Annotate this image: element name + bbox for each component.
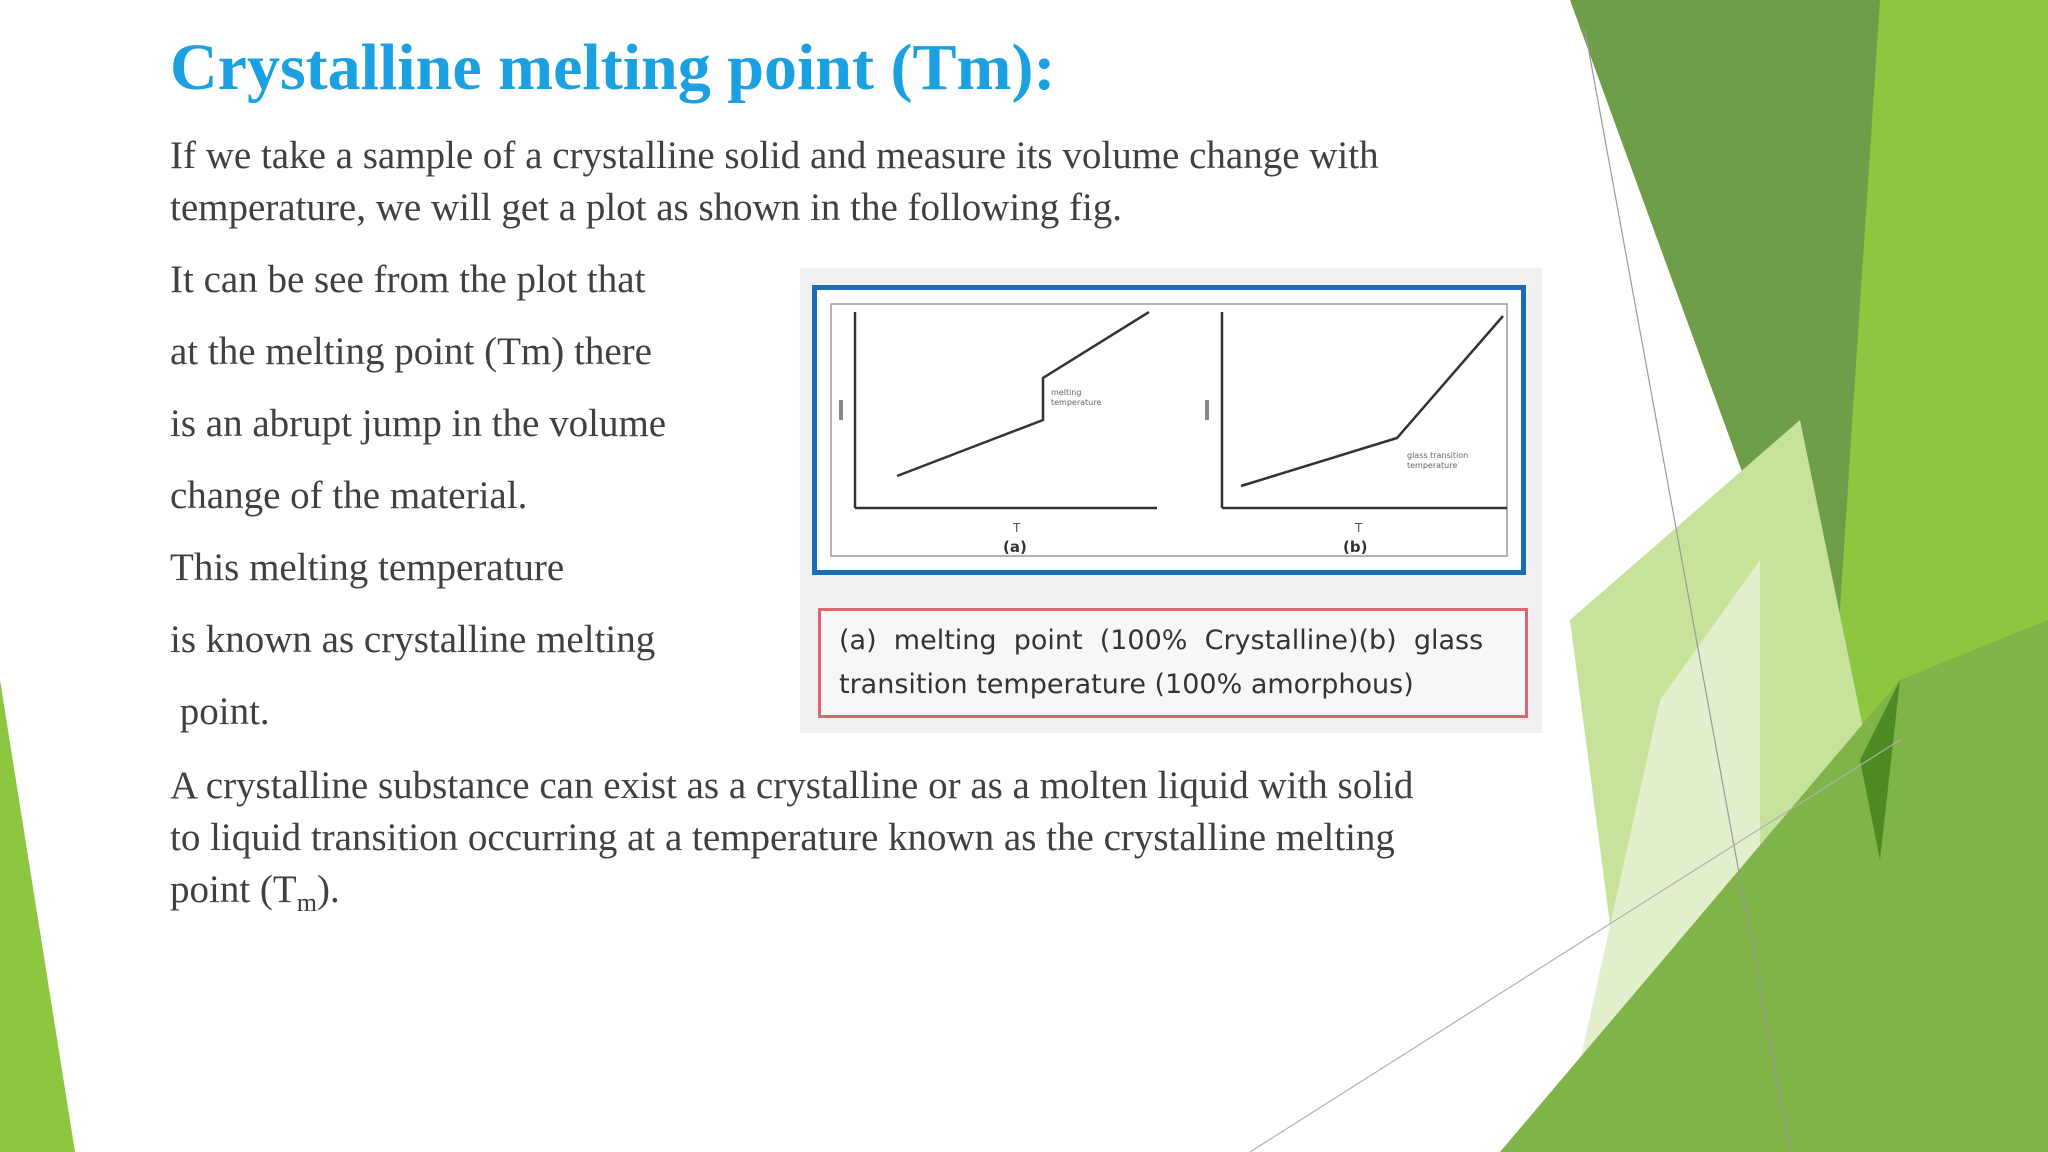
panel-b-label: (b) xyxy=(1343,538,1368,556)
side-line-4: change of the material. xyxy=(170,474,528,517)
side-line-2: at the melting point (Tm) there xyxy=(170,330,652,373)
side-line-6: is known as crystalline melting xyxy=(170,618,656,661)
slide-title: Crystalline melting point (Tm): xyxy=(170,31,1056,104)
side-line-1: It can be see from the plot that xyxy=(170,258,646,301)
closing-line-3 xyxy=(170,864,340,929)
tm-subscript: m xyxy=(296,887,317,917)
closing-line-1: A crystalline substance can exist as a crystalline or as a molten liquid with solid xyxy=(170,764,1414,807)
panel-a-annotation-2: temperature xyxy=(1051,398,1102,407)
volume-temperature-figure xyxy=(800,268,1542,733)
panel-a-x-axis-letter: T xyxy=(1013,521,1021,535)
panel-a-annotation-1: melting xyxy=(1051,388,1082,397)
closing-last-prefix: point (T xyxy=(170,868,297,911)
side-line-7: point. xyxy=(170,690,270,733)
panel-b-x-axis-letter: T xyxy=(1355,521,1363,535)
panel-a-y-label-mark xyxy=(839,400,843,420)
left-green-sliver xyxy=(0,680,75,1152)
intro-line-1: If we take a sample of a crystalline solid and measure its volume change with xyxy=(170,134,1379,177)
closing-last-suffix: ). xyxy=(316,868,340,911)
side-line-5: This melting temperature xyxy=(170,546,565,589)
caption-line-2: transition temperature (100% amorphous) xyxy=(839,669,1414,700)
panel-b-volume-curve xyxy=(1241,316,1503,486)
figure-caption xyxy=(818,608,1528,718)
figure-plot-frame xyxy=(812,285,1526,575)
closing-line-2: to liquid transition occurring at a temperature known as the crystalline melting xyxy=(170,816,1395,859)
side-line-3: is an abrupt jump in the volume xyxy=(170,402,667,445)
intro-line-2: temperature, we will get a plot as shown in the following fig. xyxy=(170,186,1123,229)
panel-a-volume-curve xyxy=(897,312,1149,476)
figure-plots xyxy=(817,290,1521,570)
panel-b-annotation-1: glass transition xyxy=(1407,451,1469,460)
panel-b-y-label-mark xyxy=(1205,400,1209,420)
panel-b-annotation-2: temperature xyxy=(1407,461,1458,470)
panel-a-label: (a) xyxy=(1003,538,1027,556)
caption-line-1: (a) melting point (100% Crystalline)(b) glass xyxy=(839,625,1484,656)
